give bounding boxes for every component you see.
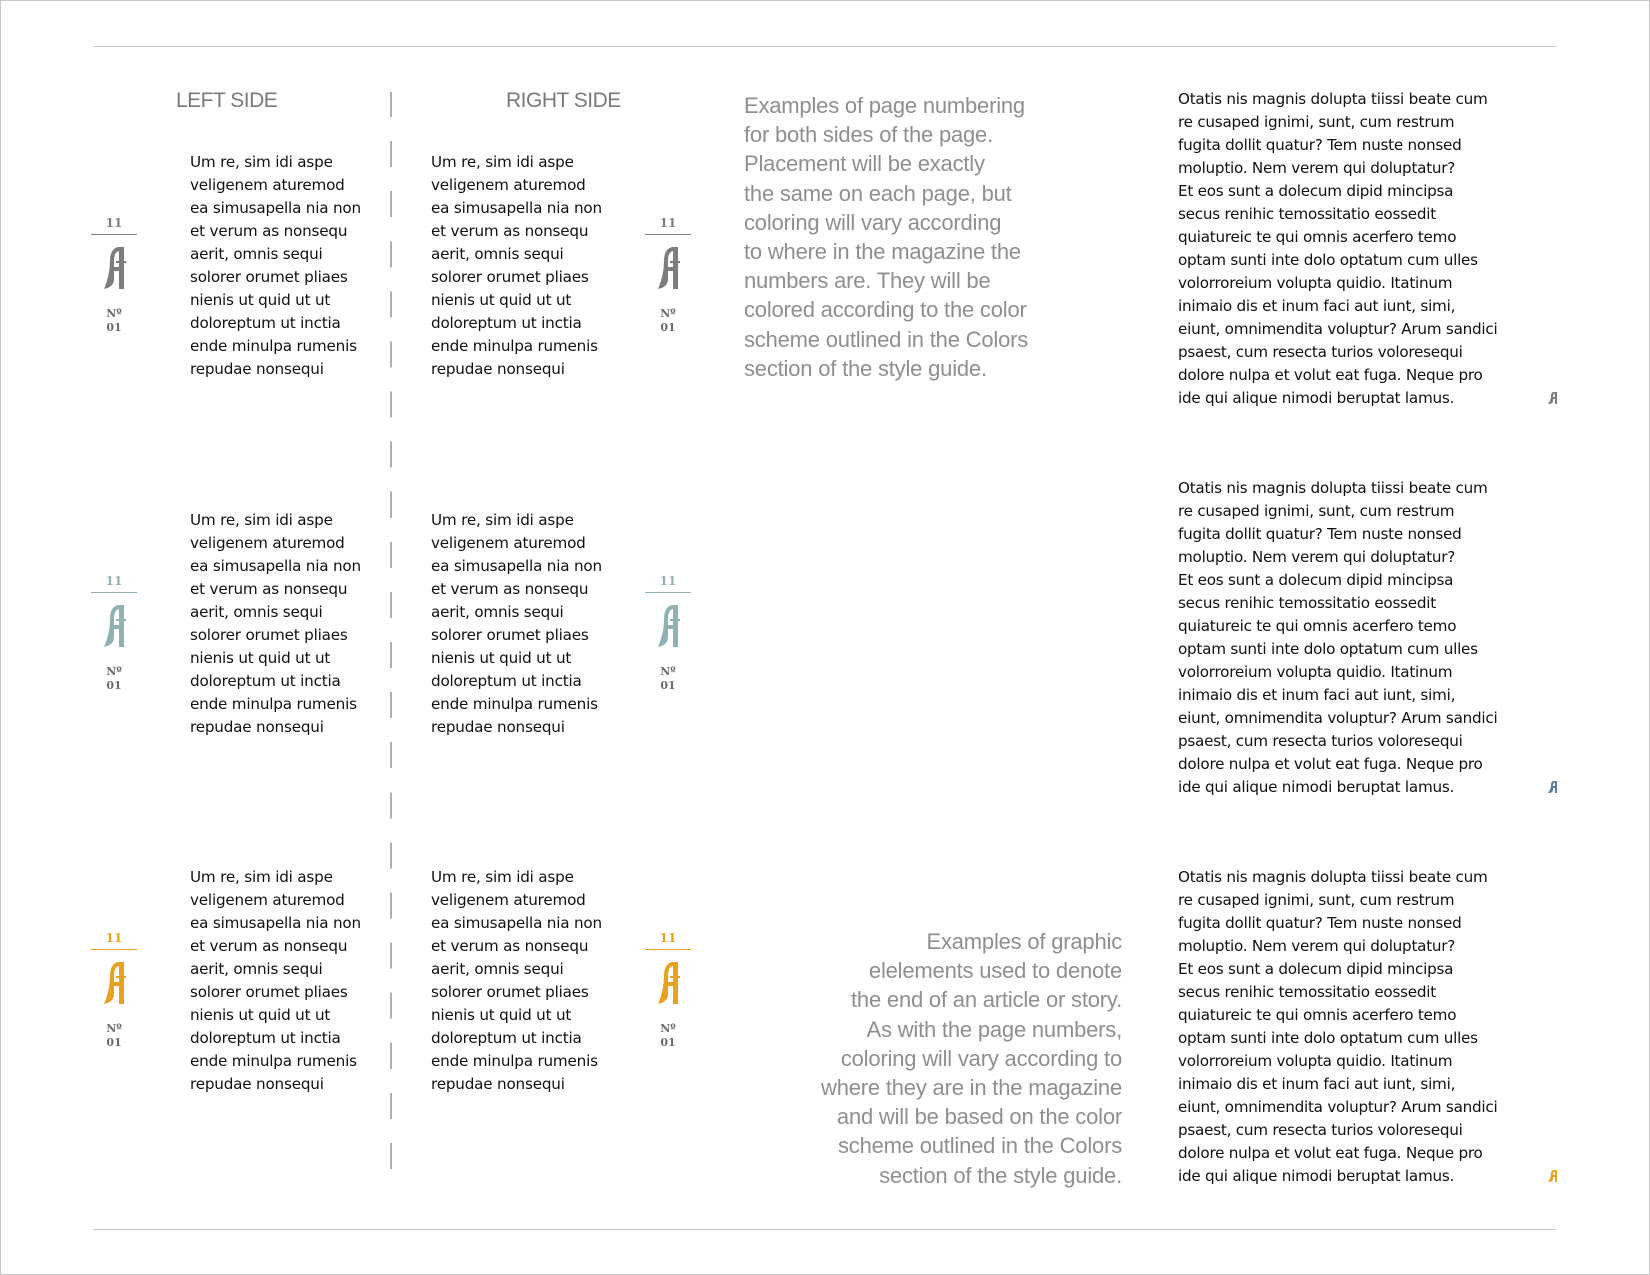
issue-number: 01 [106, 679, 122, 692]
sample-text-left-3: Um re, sim idi aspe veligenem aturemod ea simusapella nia non et verum as nonsequ aerit, omnis sequi solorer orumet pliaes nienis ut quid ut ut doloreptum ut inctia ende minulpa rumenis repudae nonsequi [190, 868, 361, 1093]
page-number: 11 [659, 216, 677, 230]
monogram-icon [655, 603, 681, 649]
end-mark-orange-icon [1547, 1169, 1559, 1183]
sample-text-left-1: Um re, sim idi aspe veligenem aturemod ea simusapella nia non et verum as nonsequ aerit, omnis sequi solorer orumet pliaes nienis ut quid ut ut doloreptum ut inctia ende minulpa rumenis repudae nonsequi [190, 153, 361, 378]
folio-left-gray [91, 216, 137, 335]
bottom-rule [93, 1229, 1556, 1230]
issue-number: 01 [106, 1036, 122, 1049]
issue-label: Nº [106, 665, 122, 678]
issue-number: 01 [660, 321, 676, 334]
issue-label: Nº [660, 307, 676, 320]
page-number: 11 [105, 216, 123, 230]
issue-number: 01 [660, 1036, 676, 1049]
sample-text-right-3: Um re, sim idi aspe veligenem aturemod ea simusapella nia non et verum as nonsequ aerit, omnis sequi solorer orumet pliaes nienis ut quid ut ut doloreptum ut inctia ende minulpa rumenis repudae nonsequi [431, 868, 602, 1093]
folio-right-teal [645, 574, 691, 693]
monogram-icon [101, 603, 127, 649]
issue-number: 01 [106, 321, 122, 334]
page-numbering-caption: Examples of page numbering for both sides of the page. Placement will be exactly the same on each page, but coloring will vary according to where in the magazine the numbers are. They will be colored according to the color scheme outlined in the Colors section of the style guide. [744, 93, 1029, 381]
monogram-icon [101, 245, 127, 291]
end-mark-gray-icon [1547, 391, 1559, 405]
page-number: 11 [659, 931, 677, 945]
folio-left-teal [91, 574, 137, 693]
issue-label: Nº [106, 307, 122, 320]
top-rule [93, 46, 1556, 47]
left-side-heading: LEFT SIDE [176, 89, 278, 112]
story-text-1: Otatis nis magnis dolupta tiissi beate cum re cusaped ignimi, sunt, cum restrum fugita dollit quatur? Tem nuste nonsed moluptio. Nem verem qui doluptatur? Et eos sunt a dolecum dipid mincipsa secus renihic temossitatio eossedit quiatureic te qui omnis acerfero temo optam sunti inte dolo optatum cum ulles volorroreium volupta quidio. Itatinum inimaio dis et inum faci aut iunt, simi, eiunt, omnimendita voluptur? Arum sandici psaest, cum resecta turios voloresequi dolore nulpa et volut eat fuga. Neque pro ide qui alique nimodi beruptat lamus. [1178, 90, 1498, 407]
story-text-3: Otatis nis magnis dolupta tiissi beate cum re cusaped ignimi, sunt, cum restrum fugita dollit quatur? Tem nuste nonsed moluptio. Nem verem qui doluptatur? Et eos sunt a dolecum dipid mincipsa secus renihic temossitatio eossedit quiatureic te qui omnis acerfero temo optam sunti inte dolo optatum cum ulles volorroreium volupta quidio. Itatinum inimaio dis et inum faci aut iunt, simi, eiunt, omnimendita voluptur? Arum sandici psaest, cum resecta turios voloresequi dolore nulpa et volut eat fuga. Neque pro ide qui alique nimodi beruptat lamus. [1178, 868, 1498, 1185]
folio-right-orange [645, 931, 691, 1050]
end-mark-teal-icon [1547, 780, 1559, 794]
folio-right-gray [645, 216, 691, 335]
issue-label: Nº [660, 665, 676, 678]
folio-left-orange [91, 931, 137, 1050]
monogram-icon [655, 245, 681, 291]
sample-text-right-1: Um re, sim idi aspe veligenem aturemod ea simusapella nia non et verum as nonsequ aerit, omnis sequi solorer orumet pliaes nienis ut quid ut ut doloreptum ut inctia ende minulpa rumenis repudae nonsequi [431, 153, 602, 378]
story-text-2: Otatis nis magnis dolupta tiissi beate cum re cusaped ignimi, sunt, cum restrum fugita dollit quatur? Tem nuste nonsed moluptio. Nem verem qui doluptatur? Et eos sunt a dolecum dipid mincipsa secus renihic temossitatio eossedit quiatureic te qui omnis acerfero temo optam sunti inte dolo optatum cum ulles volorroreium volupta quidio. Itatinum inimaio dis et inum faci aut iunt, simi, eiunt, omnimendita voluptur? Arum sandici psaest, cum resecta turios voloresequi dolore nulpa et volut eat fuga. Neque pro ide qui alique nimodi beruptat lamus. [1178, 479, 1498, 796]
page-number: 11 [659, 574, 677, 588]
sample-text-left-2: Um re, sim idi aspe veligenem aturemod ea simusapella nia non et verum as nonsequ aerit, omnis sequi solorer orumet pliaes nienis ut quid ut ut doloreptum ut inctia ende minulpa rumenis repudae nonsequi [190, 511, 361, 736]
issue-number: 01 [660, 679, 676, 692]
sample-text-right-2: Um re, sim idi aspe veligenem aturemod ea simusapella nia non et verum as nonsequ aerit, omnis sequi solorer orumet pliaes nienis ut quid ut ut doloreptum ut inctia ende minulpa rumenis repudae nonsequi [431, 511, 602, 736]
center-divider [390, 92, 392, 1184]
monogram-icon [655, 960, 681, 1006]
right-side-heading: RIGHT SIDE [506, 89, 621, 112]
end-marks-caption: Examples of graphic elelements used to denote the end of an article or story. As with the page numbers, coloring will vary according to where they are in the magazine and will be based on the color scheme outlined in the Colors section of the style guide. [821, 929, 1122, 1188]
page-number: 11 [105, 931, 123, 945]
page-number: 11 [105, 574, 123, 588]
issue-label: Nº [660, 1022, 676, 1035]
monogram-icon [101, 960, 127, 1006]
issue-label: Nº [106, 1022, 122, 1035]
